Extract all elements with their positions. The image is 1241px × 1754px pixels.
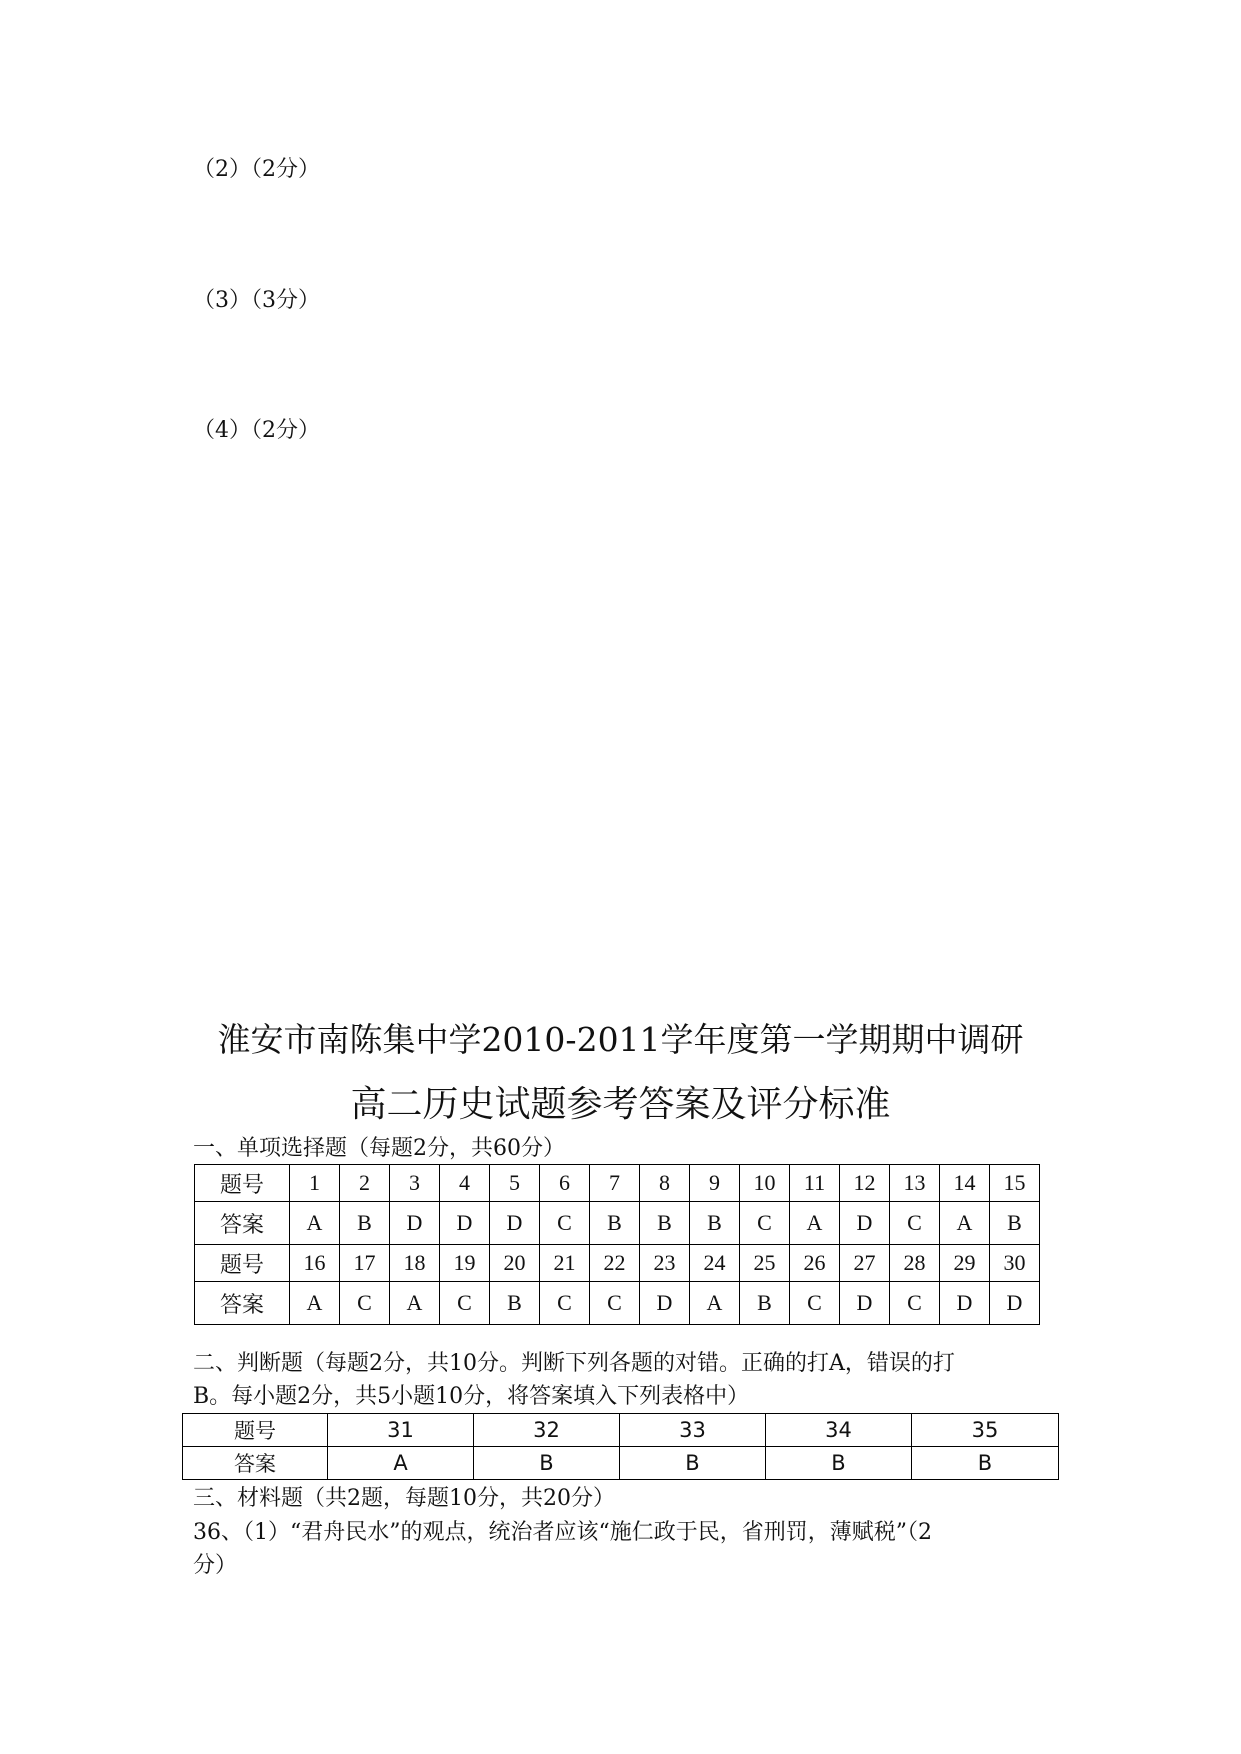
- table-cell: C: [890, 1282, 940, 1325]
- question-36: [193, 1516, 932, 1582]
- table-cell: 10: [740, 1165, 790, 1202]
- sub-answer-3: （3）（3分）: [193, 288, 320, 313]
- table-cell: D: [390, 1202, 440, 1245]
- table-cell: B: [640, 1202, 690, 1245]
- table-cell: D: [840, 1202, 890, 1245]
- table-cell: C: [540, 1282, 590, 1325]
- table-cell: 29: [940, 1245, 990, 1282]
- table-cell: B: [990, 1202, 1040, 1245]
- table-cell: C: [790, 1282, 840, 1325]
- question-36-line2: 分）: [193, 1553, 238, 1578]
- table-cell: B: [474, 1447, 620, 1480]
- table-cell: 2: [340, 1165, 390, 1202]
- table-cell: 26: [790, 1245, 840, 1282]
- table-cell: B: [740, 1282, 790, 1325]
- table-cell: D: [940, 1282, 990, 1325]
- table-cell: 35: [912, 1414, 1059, 1447]
- row-label: 答案: [195, 1202, 290, 1245]
- section2-heading-line2: B。每小题2分，共5小题10分，将答案填入下列表格中）: [193, 1384, 750, 1409]
- table-cell: 32: [474, 1414, 620, 1447]
- table-cell: B: [340, 1202, 390, 1245]
- table-cell: D: [640, 1282, 690, 1325]
- table-cell: 27: [840, 1245, 890, 1282]
- table-cell: C: [340, 1282, 390, 1325]
- row-label: 题号: [183, 1414, 328, 1447]
- sub-answer-4: （4）（2分）: [193, 418, 320, 443]
- table-cell: 15: [990, 1165, 1040, 1202]
- section2-heading: [193, 1347, 955, 1413]
- table-cell: D: [990, 1282, 1040, 1325]
- table-cell: B: [690, 1202, 740, 1245]
- table-cell: 6: [540, 1165, 590, 1202]
- table-cell: A: [290, 1282, 340, 1325]
- table-cell: 9: [690, 1165, 740, 1202]
- table-cell: 3: [390, 1165, 440, 1202]
- section3-heading: 三、材料题（共2题，每题10分，共20分）: [193, 1486, 615, 1511]
- table-cell: 11: [790, 1165, 840, 1202]
- section2-heading-line1: 二、判断题（每题2分，共10分。判断下列各题的对错。正确的打A，错误的打: [193, 1351, 955, 1376]
- row-label: 答案: [195, 1282, 290, 1325]
- row-label: 题号: [195, 1165, 290, 1202]
- table-cell: 23: [640, 1245, 690, 1282]
- table-cell: 4: [440, 1165, 490, 1202]
- table-row: [183, 1414, 1059, 1447]
- table-cell: B: [620, 1447, 766, 1480]
- table-row: [195, 1245, 1040, 1282]
- question-36-line1: 36、（1）“君舟民水”的观点，统治者应该“施仁政于民，省刑罚，薄赋税”（2: [193, 1520, 932, 1545]
- table-cell: D: [840, 1282, 890, 1325]
- table-row: [195, 1282, 1040, 1325]
- table-cell: A: [790, 1202, 840, 1245]
- table-cell: 34: [766, 1414, 912, 1447]
- sub-answer-2: （2）（2分）: [193, 157, 320, 182]
- row-label: 答案: [183, 1447, 328, 1480]
- table-cell: 14: [940, 1165, 990, 1202]
- document-title: 淮安市南陈集中学2010-2011学年度第一学期期中调研: [217, 1020, 1024, 1059]
- table-cell: C: [540, 1202, 590, 1245]
- table-cell: C: [890, 1202, 940, 1245]
- table-cell: 18: [390, 1245, 440, 1282]
- table-cell: 13: [890, 1165, 940, 1202]
- table-cell: 8: [640, 1165, 690, 1202]
- table-cell: 21: [540, 1245, 590, 1282]
- table-cell: 30: [990, 1245, 1040, 1282]
- table-cell: 33: [620, 1414, 766, 1447]
- table-cell: 17: [340, 1245, 390, 1282]
- table-cell: D: [440, 1202, 490, 1245]
- table-cell: B: [766, 1447, 912, 1480]
- table-cell: A: [940, 1202, 990, 1245]
- table-cell: 22: [590, 1245, 640, 1282]
- table-cell: C: [590, 1282, 640, 1325]
- true-false-answer-table: [182, 1413, 1059, 1480]
- table-cell: A: [690, 1282, 740, 1325]
- table-cell: 7: [590, 1165, 640, 1202]
- table-cell: A: [328, 1447, 474, 1480]
- table-cell: C: [440, 1282, 490, 1325]
- table-cell: B: [912, 1447, 1059, 1480]
- table-cell: 16: [290, 1245, 340, 1282]
- row-label: 题号: [195, 1245, 290, 1282]
- table-row: [195, 1165, 1040, 1202]
- table-cell: 20: [490, 1245, 540, 1282]
- table-cell: 5: [490, 1165, 540, 1202]
- table-cell: 1: [290, 1165, 340, 1202]
- multiple-choice-answer-table: [194, 1164, 1040, 1325]
- table-row: [183, 1447, 1059, 1480]
- table-cell: B: [490, 1282, 540, 1325]
- table-cell: B: [590, 1202, 640, 1245]
- table-cell: 31: [328, 1414, 474, 1447]
- table-cell: C: [740, 1202, 790, 1245]
- table-cell: 19: [440, 1245, 490, 1282]
- table-cell: 12: [840, 1165, 890, 1202]
- table-cell: A: [390, 1282, 440, 1325]
- table-row: [195, 1202, 1040, 1245]
- table-cell: 24: [690, 1245, 740, 1282]
- table-cell: A: [290, 1202, 340, 1245]
- table-cell: 28: [890, 1245, 940, 1282]
- document-subtitle: 高二历史试题参考答案及评分标准: [350, 1084, 891, 1125]
- table-cell: D: [490, 1202, 540, 1245]
- table-cell: 25: [740, 1245, 790, 1282]
- section1-heading: 一、单项选择题（每题2分，共60分）: [193, 1136, 565, 1161]
